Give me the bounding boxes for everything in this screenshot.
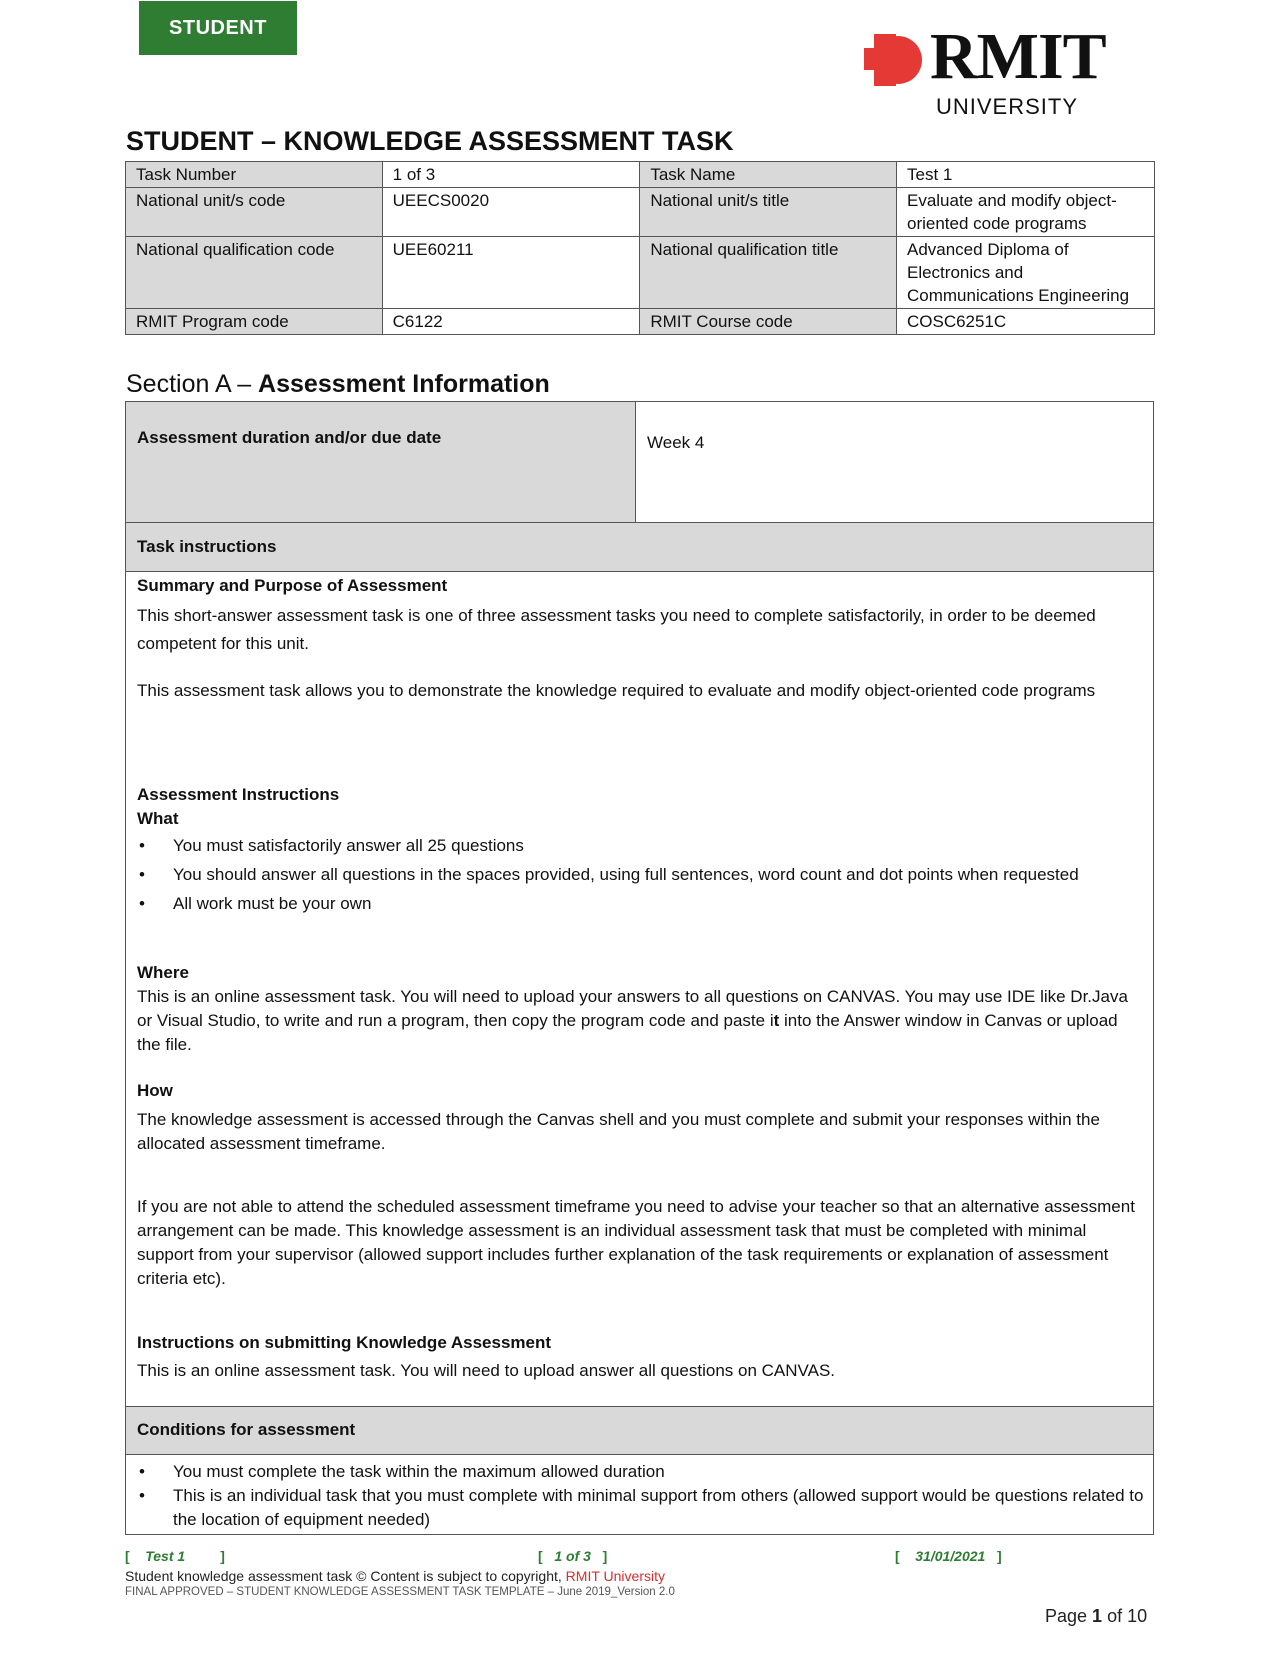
table-value: 1 of 3 [382,162,640,188]
rmit-pixel-icon [864,34,928,90]
table-value: Advanced Diploma of Electronics and Communications Engineering [896,237,1154,309]
duration-value: Week 4 [647,433,705,452]
where-text-bold: t [773,1011,780,1030]
list-item: • All work must be your own [137,889,1147,918]
page-total: 10 [1127,1606,1148,1626]
submit-paragraph: This is an online assessment task. You will need to upload answer all questions on CANVAS. [137,1361,836,1380]
table-label: Task Name [640,162,897,188]
where-label: Where [137,963,189,982]
logo-wordmark: RMIT [930,20,1106,93]
submit-heading: Instructions on submitting Knowledge Assessment [137,1333,552,1352]
page-current: 1 [1092,1606,1103,1626]
summary-paragraph-2: This assessment task allows you to demonstrate the knowledge required to evaluate and modify object-oriented code programs [137,681,1096,700]
table-row [126,309,1155,335]
page-number [1045,1606,1147,1627]
where-text-a: This is an online assessment task. You will need to upload your answers to all questions on CANVAS. You may use IDE like Dr.Java or Visual Studio, to write and run a program, then copy the program code and paste i [137,987,1128,1030]
footer-task-label: 1 of 3 [554,1548,591,1564]
divider [126,571,1153,572]
footer-test: [ Test 1 ] [125,1548,225,1564]
footer-task: [ 1 of 3 ] [538,1548,608,1564]
footer-date: [ 31/01/2021 ] [895,1548,1002,1564]
list-item: • This is an individual task that you must complete with minimal support from others (allowed support would be questions related to the location of equipment needed) [137,1484,1147,1532]
table-value: C6122 [382,309,640,335]
where-paragraph [137,985,1137,1057]
conditions-label: Conditions for assessment [137,1420,356,1439]
footer-copyright [125,1568,665,1584]
footer-date-label: 31/01/2021 [915,1548,986,1564]
how-paragraph-2: If you are not able to attend the scheduled assessment timeframe you need to advise your teacher so that an alternative assessment arrangement can be made. This knowledge assessment is an individual assessment task that must be completed with minimal support from your supervisor (allowed support includes further explanation of the task requirements or explanation of assessment criteria etc). [137,1197,1135,1288]
task-instructions-label: Task instructions [137,537,277,556]
page-of: of [1102,1606,1128,1626]
instructions-heading: Assessment Instructions [137,785,340,804]
table-label: National qualification code [126,237,383,309]
section-title: Assessment Information [258,370,550,398]
table-value: UEECS0020 [382,188,640,237]
student-badge: STUDENT [139,1,297,55]
list-item: • You should answer all questions in the spaces provided, using full sentences, word count and dot points when requested [137,860,1147,889]
how-label: How [137,1081,173,1100]
table-label: National unit/s code [126,188,383,237]
table-label: National unit/s title [640,188,897,237]
footer-test-label: Test 1 [145,1548,186,1564]
duration-label-cell [126,402,636,522]
table-label: National qualification title [640,237,897,309]
copyright-text: Student knowledge assessment task © Content is subject to copyright, [125,1568,566,1584]
summary-heading: Summary and Purpose of Assessment [137,576,448,595]
table-label: RMIT Course code [640,309,897,335]
table-row [126,188,1155,237]
table-value: UEE60211 [382,237,640,309]
page-prefix: Page [1045,1606,1093,1626]
list-item: • You must satisfactorily answer all 25 questions [137,831,1147,860]
rmit-logo [864,20,1106,124]
conditions-header [126,1407,1153,1454]
task-meta-table [125,161,1155,335]
where-text-b: into the Answer window in Canvas or upload the file. [137,1011,1118,1054]
assessment-info-box [125,401,1154,1535]
task-instructions-header [126,523,1153,571]
list-item: • You must complete the task within the maximum allowed duration [137,1460,1147,1484]
table-value: COSC6251C [896,309,1154,335]
table-label: RMIT Program code [126,309,383,335]
table-label: Task Number [126,162,383,188]
table-value: Evaluate and modify object-oriented code programs [896,188,1154,237]
summary-paragraph-1: This short-answer assessment task is one of three assessment tasks you need to complete satisfactorily, in order to be deemed competent for this unit. [137,606,1096,653]
how-paragraph-1: The knowledge assessment is accessed through the Canvas shell and you must complete and submit your responses within the allocated assessment timeframe. [137,1110,1100,1153]
document-title: STUDENT – KNOWLEDGE ASSESSMENT TASK [126,126,734,156]
table-row [126,237,1155,309]
divider [126,1454,1153,1455]
conditions-list [137,1460,1147,1532]
duration-label: Assessment duration and/or due date [137,428,442,447]
table-value: Test 1 [896,162,1154,188]
what-label: What [137,809,179,828]
section-prefix: Section A – [126,370,259,398]
logo-subtitle: UNIVERSITY [936,94,1079,119]
section-heading [126,370,550,399]
table-row [126,162,1155,188]
what-list [137,831,1147,918]
copyright-owner: RMIT University [565,1568,665,1584]
footer-template: FINAL APPROVED – STUDENT KNOWLEDGE ASSESSMENT TASK TEMPLATE – June 2019_Version 2.0 [125,1586,675,1598]
